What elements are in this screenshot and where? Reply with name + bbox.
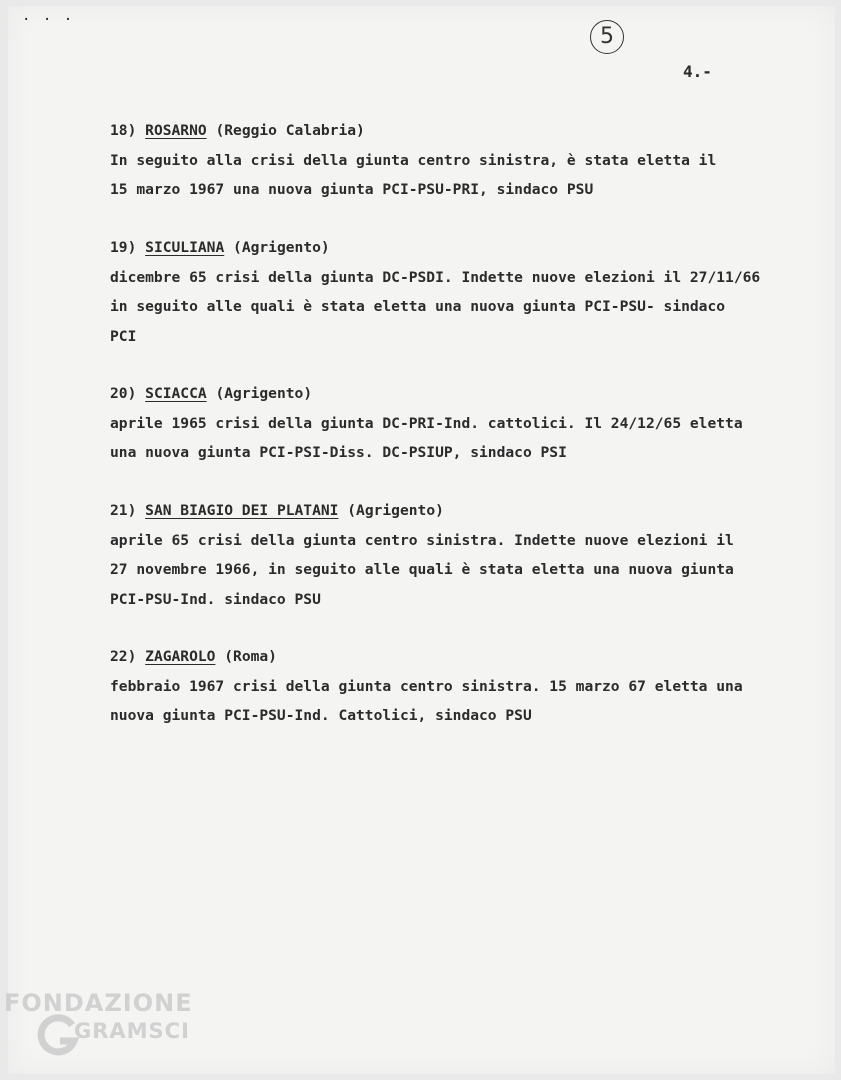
entry-text-line: PCI-PSU-Ind. sindaco PSU (110, 590, 321, 608)
entry-number: 18) (110, 122, 137, 139)
entry-province: (Agrigento) (215, 385, 313, 402)
entry-zagarolo (110, 642, 835, 731)
entry-number: 19) (110, 239, 137, 256)
watermark-line-1: FONDAZIONE (4, 989, 193, 1017)
entry-rosarno (110, 116, 835, 205)
entry-san-biagio-dei-platani (110, 496, 835, 614)
entry-text-line: PCI (110, 327, 137, 345)
entry-place: SICULIANA (145, 239, 225, 256)
entry-place: SAN BIAGIO DEI PLATANI (145, 502, 339, 519)
entry-text-line: 15 marzo 1967 una nuova giunta PCI-PSU-PRI, sindaco PSU (110, 181, 594, 198)
entry-text-line: aprile 65 crisi della giunta centro sinistra. Indette nuove elezioni il (110, 531, 734, 549)
entry-heading (110, 116, 835, 146)
entry-number: 22) (110, 648, 137, 665)
entry-heading (110, 496, 835, 526)
entry-text-line: in seguito alle quali è stata eletta una nuova giunta PCI-PSU- sindaco (110, 298, 726, 315)
entry-province: (Reggio Calabria) (215, 122, 365, 139)
entry-place: SCIACCA (145, 385, 207, 402)
entry-text-line: febbraio 1967 crisi della giunta centro sinistra. 15 marzo 67 eletta una (110, 677, 743, 695)
circled-page-number: 5 (590, 20, 624, 54)
entry-heading (110, 379, 835, 409)
entry-text-line: In seguito alla crisi della giunta centro sinistra, è stata eletta il (110, 151, 717, 169)
corner-marks: . . . (22, 8, 75, 24)
entry-province: (Roma) (224, 648, 277, 665)
entry-number: 20) (110, 385, 137, 402)
entry-text-line: dicembre 65 crisi della giunta DC-PSDI. Indette nuove elezioni il 27/11/66 (110, 268, 761, 286)
entry-province: (Agrigento) (347, 502, 444, 519)
entry-place: ZAGAROLO (145, 648, 216, 665)
entry-heading (110, 642, 835, 672)
entry-text-line: aprile 1965 crisi della giunta DC-PRI-Ind. cattolici. Il 24/12/65 eletta (110, 414, 743, 432)
entry-sciacca (110, 379, 835, 468)
fondazione-gramsci-watermark (4, 985, 214, 1075)
entry-province: (Agrigento) (233, 239, 330, 256)
watermark-line-2: GRAMSCI (74, 1019, 190, 1043)
entry-text-line: una nuova giunta PCI-PSI-Diss. DC-PSIUP, sindaco PSI (110, 444, 567, 461)
entry-place: ROSARNO (145, 122, 207, 139)
entry-text-line: nuova giunta PCI-PSU-Ind. Cattolici, sindaco PSU (110, 707, 532, 724)
entry-number: 21) (110, 502, 137, 519)
page-number: 4.- (683, 62, 712, 81)
entry-heading (110, 233, 835, 263)
entry-text-line: 27 novembre 1966, in seguito alle quali è stata eletta una nuova giunta (110, 561, 734, 578)
entry-siculiana (110, 233, 835, 351)
